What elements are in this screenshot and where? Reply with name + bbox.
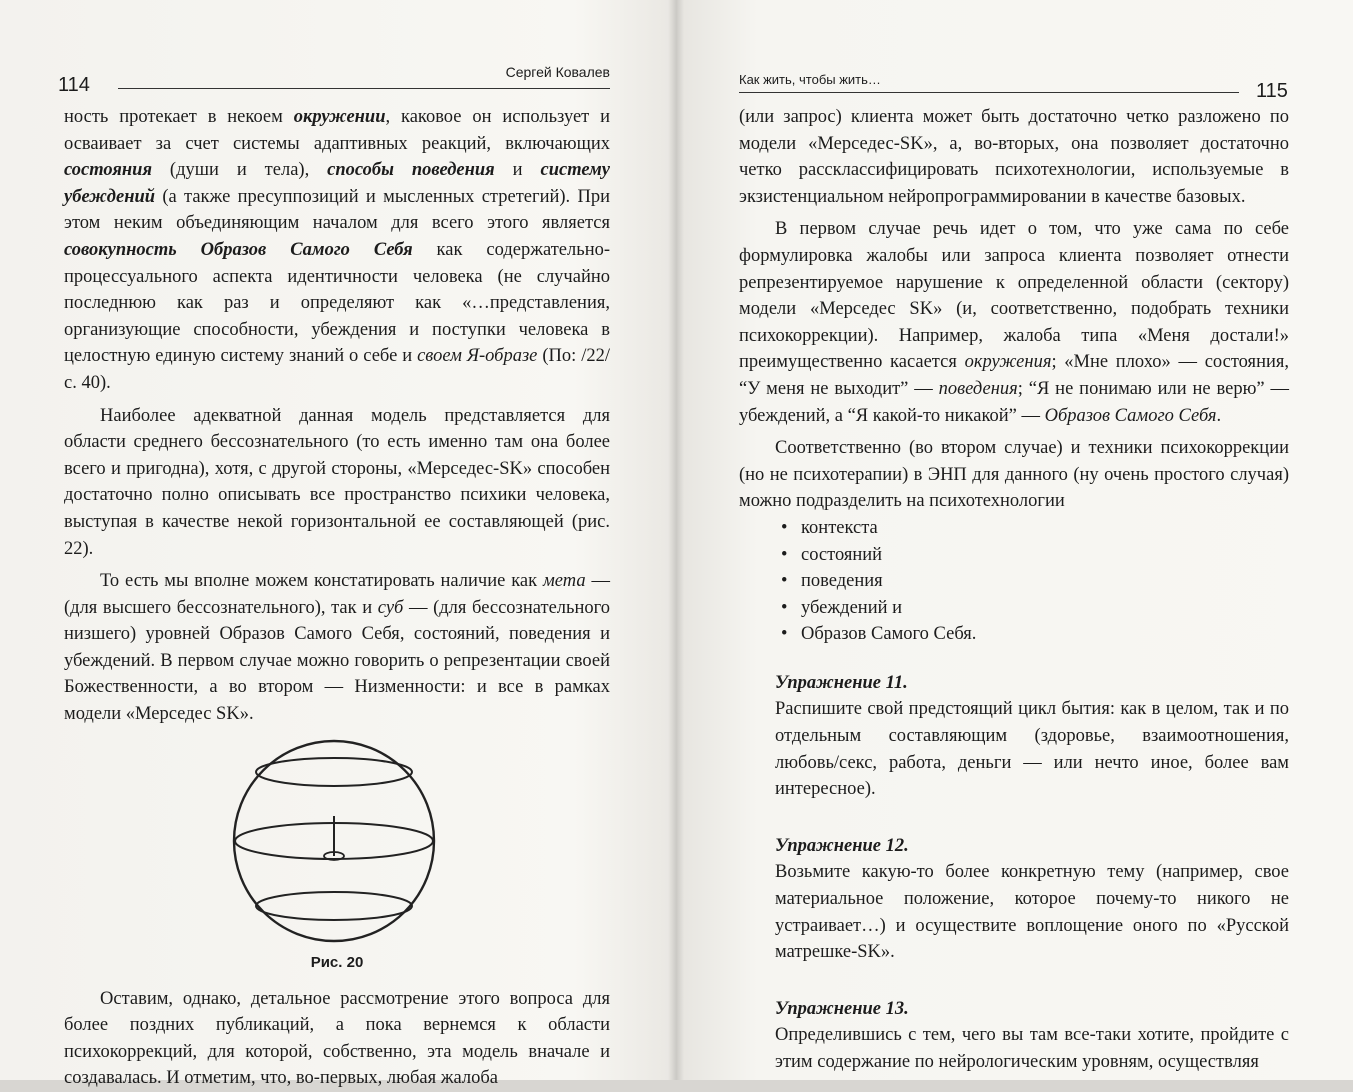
exercise-text: Возьмите какую-то более конкретную тему (например, свое материальное положение, которое почему-то никого не устраивает…) и осуществите воплощение оного по «Русской матрешке-SK». <box>775 862 1289 963</box>
list-item: • состояний <box>781 542 1289 569</box>
list-item: • Образов Самого Себя. <box>781 621 1289 648</box>
paragraph: (или запрос) клиента может быть достаточно четко разложено по модели «Мерседес-SK», а, во-вторых, она позволяет достаточно четко рассклассифицировать психотехнологии, используемые в экзистенциальном нейропрограммировании в качестве базовых. <box>739 107 1289 207</box>
header-rule <box>739 92 1239 93</box>
list-item: • убеждений и <box>781 595 1289 622</box>
paragraph: Оставим, однако, детальное рассмотрение этого вопроса для более поздних публикаций, а пока вернемся к области психокоррекций, для которой, собственно, эта модель вначале и создавалась. И отметим, что, во-первых, любая жалоба <box>64 988 610 1089</box>
bullet-list <box>739 515 1289 648</box>
list-item: • контекста <box>781 515 1289 542</box>
sphere-diagram <box>224 736 464 946</box>
page-body <box>64 104 610 1092</box>
page-number: 114 <box>58 74 90 96</box>
exercise-text: Распишите свой предстоящий цикл бытия: как в целом, так и по отдельным составляющим (здоровье, взаимоотношения, любовь/секс, работа, деньги — или нечто иное, более вам интересное). <box>775 699 1289 800</box>
book-gutter <box>668 0 684 1080</box>
paragraph: Соответственно (во втором случае) и техники психокоррекции (но не психотерапии) в ЭНП для данного (ну очень простого случая) можно подразделить на психотехнологии <box>739 438 1289 512</box>
figure-sphere <box>64 736 610 986</box>
paragraph: ность протекает в некоем окружении, каковое он использует и осваивает за счет системы адаптивных реакций, включающих состояния (души и тела), способы поведения и систему убеждений (а также пресуппозиций и мысленных стретегий). При этом неким объединяющим началом для всего этого является совокупность Образов Самого Себя как содержательно-процессуального аспекта идентичности человека (не случайно последнюю как раз и определяют как «…представления, организующие способности, убеждения и поступки человека в целостную единую систему знаний о себе и своем Я-образе (По: /22/ с. 40). <box>64 107 611 393</box>
exercise-title: Упражнение 11. <box>775 672 908 693</box>
paragraph: В первом случае речь идет о том, что уже сама по себе формулировка жалобы или запроса клиента позволяет отнести репрезентируемое нарушение к определенной области (сектору) модели «Мерседес SK» (и, соответственно, подобрать техники психокоррекции). Например, жалоба типа «Меня достали!» преимущественно касается окружения; «Мне плохо» — состояния, “У меня не выходит” — поведения; “Я не понимаю или не верю” — убеждений, а “Я какой-то никакой” — Образов Самого Себя. <box>739 219 1290 426</box>
exercise-title: Упражнение 12. <box>775 835 909 856</box>
list-item: • поведения <box>781 568 1289 595</box>
figure-caption: Рис. 20 <box>310 953 364 971</box>
page-number: 115 <box>1256 80 1288 102</box>
exercise-text: Определившись с тем, чего вы там все-таки хотите, пройдите с этим содержание по нейрологическим уровням, осуществляя <box>775 1025 1289 1072</box>
left-page <box>0 0 676 1089</box>
paragraph: То есть мы вполне можем констатировать наличие как мета — (для высшего бессознательного), так и суб — (для бессознательного низшего) уровней Образов Самого Себя, состояний, поведения и убеждений. В первом случае можно говорить о репрезентации своей Божественности, а во втором — Низменности: и все в рамках модели «Мерседес SK». <box>64 571 610 725</box>
page-body <box>739 104 1289 1076</box>
running-head: Сергей Ковалев <box>505 64 610 80</box>
exercise-title: Упражнение 13. <box>775 998 909 1019</box>
right-page <box>676 0 1353 1080</box>
header-rule <box>118 88 610 89</box>
running-head: Как жить, чтобы жить… <box>739 72 881 87</box>
paragraph: Наиболее адекватной данная модель представляется для области среднего бессознательного (то есть именно там она более всего и пригодна), хотя, с другой стороны, «Мерседес-SK» способен достаточно полно описывать все пространство психики человека, выступая в качестве некой горизонтальной ее составляющей (рис. 22). <box>64 405 610 559</box>
